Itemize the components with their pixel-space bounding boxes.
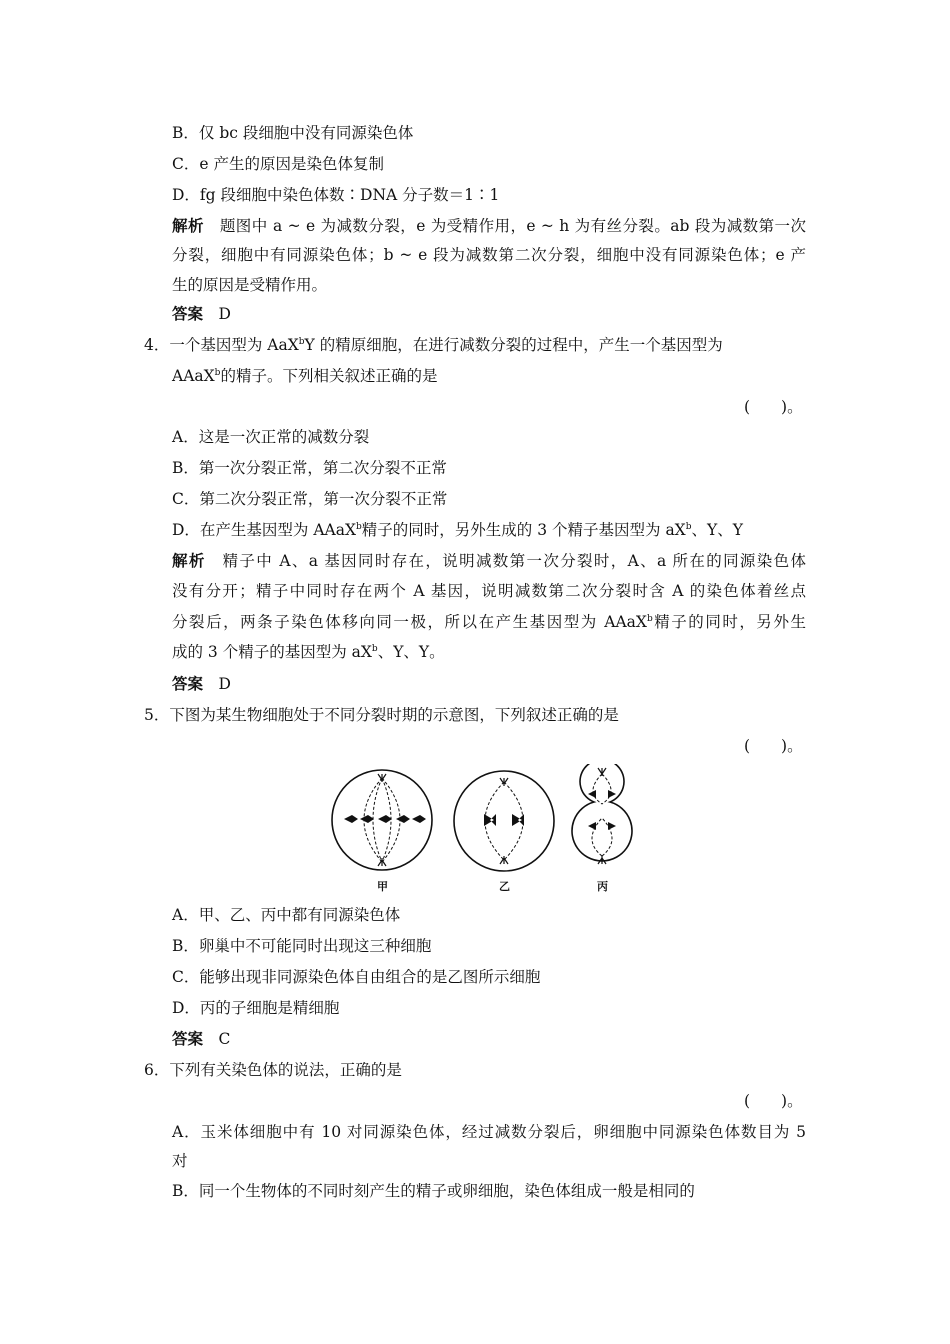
figure-label-jia: 甲 [377,880,388,893]
q6-stem: 6．下列有关染色体的说法，正确的是 [144,1061,402,1079]
q3-option-d: D．fg 段细胞中染色体数∶DNA 分子数＝1∶1 [172,186,500,204]
q4-analysis-line-2: 没有分开；精子中同时存在两个 A 基因，说明减数第二次分裂时含 A 的染色体着丝点 [172,582,806,600]
q5-option-c: C．能够出现非同源染色体自由组合的是乙图所示细胞 [172,968,541,986]
q4-answer [172,674,231,694]
q5-stem: 5．下图为某生物细胞处于不同分裂时期的示意图，下列叙述正确的是 [144,706,619,724]
q3-analysis-line-3: 生的原因是受精作用。 [172,276,328,294]
q3-answer-value: D [218,305,231,323]
q4-analysis-label: 解析 [172,551,206,570]
q3-answer-label: 答案 [172,304,204,323]
q4-option-a: A．这是一次正常的减数分裂 [172,428,370,446]
q4-answer-label: 答案 [172,674,204,693]
q4-option-c: C．第二次分裂正常，第一次分裂不正常 [172,490,448,508]
figure-label-yi: 乙 [499,880,510,893]
q5-option-b: B．卵巢中不可能同时出现这三种细胞 [172,937,432,955]
q4-option-d: D．在产生基因型为 AAaX$^b$精子的同时，另外生成的 3 个精子基因型为 $aX^b$、Y、Y [172,521,743,539]
q6-option-b: B．同一个生物体的不同时刻产生的精子或卵细胞，染色体组成一般是相同的 [172,1182,695,1200]
q4-analysis-line-4: 成的 3 个精子的基因型为 $aX^b$、Y、Y。 [172,643,445,661]
cell-division-diagram [326,764,646,894]
q4-stem-line-1: 4．一个基因型为 AaX$^b$Y 的精原细胞，在进行减数分裂的过程中，产生一个基因型为 [144,336,723,354]
cell-bing-outline [572,764,632,861]
q4-option-b: B．第一次分裂正常，第二次分裂不正常 [172,459,447,477]
q6-option-a-line-1: A．玉米体细胞中有 10 对同源染色体，经过减数分裂后，卵细胞中同源染色体数目为 5 [172,1123,806,1141]
cell-division-figure [326,764,646,894]
q4-stem-line-2: AAaX$^b$的精子。下列相关叙述正确的是 [172,367,438,385]
q5-answer [172,1029,230,1049]
q3-analysis-label: 解析 [172,216,204,235]
q3-analysis-line-1: 解析 题图中 a ~ e 为减数分裂，e 为受精作用，e ~ h 为有丝分裂。ab 段为减数第一次 [172,216,806,235]
figure-label-bing: 丙 [597,880,608,893]
q5-answer-blank: ( )。 [744,737,803,755]
q4-answer-value: D [218,675,231,693]
q5-answer-label: 答案 [172,1029,204,1048]
q5-option-a: A．甲、乙、丙中都有同源染色体 [172,906,401,924]
q5-answer-value: C [218,1030,231,1048]
q3-option-b: B．仅 bc 段细胞中没有同源染色体 [172,124,414,142]
q6-answer-blank: ( )。 [744,1092,803,1110]
q3-analysis-line-2: 分裂，细胞中有同源染色体；b ~ e 段为减数第二次分裂，细胞中没有同源染色体；e 产 [172,246,806,264]
q6-option-a-line-2: 对 [172,1152,188,1170]
q4-analysis-line-3: 分裂后，两条子染色体移向同一极，所以在产生基因型为 AAaX$^b$精子的同时，另外生 [172,613,806,631]
q4-analysis-line-1: 解析 精子中 A、a 基因同时存在，说明减数第一次分裂时，A、a 所在的同源染色体 [172,551,806,570]
q3-answer [172,304,231,324]
q4-answer-blank: ( )。 [744,398,803,416]
q3-option-c: C．e 产生的原因是染色体复制 [172,155,384,173]
q5-option-d: D．丙的子细胞是精细胞 [172,999,340,1017]
